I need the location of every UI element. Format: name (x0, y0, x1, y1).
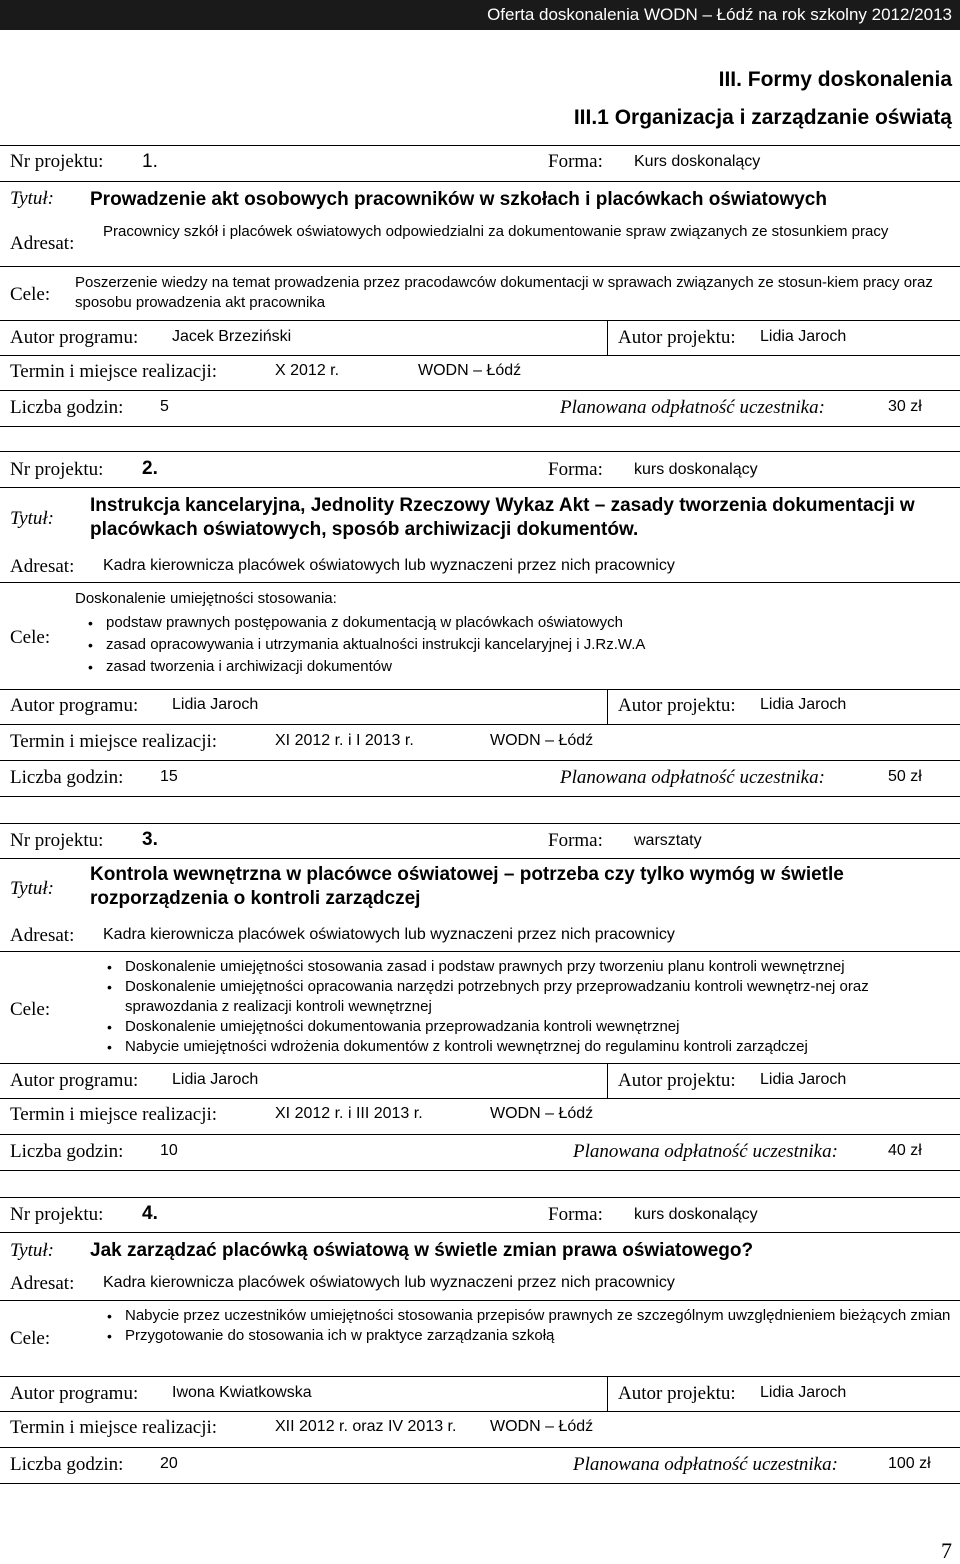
page-number: 7 (941, 1538, 952, 1563)
project-title: Prowadzenie akt osobowych pracowników w szkołach i placówkach oświatowych (90, 189, 827, 210)
header-text: Oferta doskonalenia WODN – Łódź na rok szkolny 2012/2013 (487, 5, 952, 24)
forma-value: Kurs doskonalący (634, 153, 761, 170)
cele-item: • Przygotowanie do stosowania ich w praktyce zarządzania szkołą (125, 1326, 955, 1346)
odplatnosc-label: Planowana odpłatność uczestnika: (573, 1454, 838, 1475)
adresat-value: Kadra kierownicza placówek oświatowych lub wyznaczeni przez nich pracownicy (103, 557, 675, 574)
autor-projektu-label: Autor projektu: (618, 327, 736, 348)
autor-programu-label: Autor programu: (10, 695, 139, 716)
termin-value: X 2012 r. (275, 362, 340, 379)
autor-projektu-value: Lidia Jaroch (760, 696, 847, 713)
project-number: 3. (142, 829, 158, 850)
termin-value: XI 2012 r. i III 2013 r. (275, 1105, 423, 1122)
liczba-value: 5 (160, 398, 169, 415)
cele-list (107, 957, 955, 1057)
liczba-label: Liczba godzin: (10, 397, 124, 418)
section-subtitle: III.1 Organizacja i zarządzanie oświatą (573, 106, 952, 129)
odplatnosc-value: 50 zł (888, 768, 922, 785)
miejsce-value: WODN – Łódź (490, 732, 594, 749)
miejsce-value: WODN – Łódź (490, 1418, 594, 1435)
adresat-label: Adresat: (10, 556, 75, 577)
tytul-label: Tytuł: (10, 508, 54, 529)
autor-programu-value: Iwona Kwiatkowska (172, 1384, 312, 1401)
autor-programu-value: Jacek Brzeziński (172, 328, 292, 345)
autor-programu-label: Autor programu: (10, 1070, 139, 1091)
termin-label: Termin i miejsce realizacji: (10, 1104, 218, 1125)
nr-label: Nr projektu: (10, 830, 104, 851)
forma-value: warsztaty (634, 832, 702, 849)
tytul-label: Tytuł: (10, 1240, 54, 1261)
odplatnosc-label: Planowana odpłatność uczestnika: (560, 397, 825, 418)
liczba-label: Liczba godzin: (10, 767, 124, 788)
nr-label: Nr projektu: (10, 1204, 104, 1225)
forma-label: Forma: (548, 1204, 603, 1225)
cele-label: Cele: (10, 999, 51, 1020)
adresat-label: Adresat: (10, 233, 75, 254)
adresat-label: Adresat: (10, 1273, 75, 1294)
adresat-value: Kadra kierownicza placówek oświatowych lub wyznaczeni przez nich pracownicy (103, 1274, 675, 1291)
autor-projektu-value: Lidia Jaroch (760, 1071, 847, 1088)
forma-label: Forma: (548, 151, 603, 172)
autor-programu-value: Lidia Jaroch (172, 1071, 259, 1088)
project-number: 1. (142, 151, 158, 172)
autor-projektu-label: Autor projektu: (618, 1070, 736, 1091)
miejsce-value: WODN – Łódź (490, 1105, 594, 1122)
cele-item: • Nabycie umiejętności wdrożenia dokumentów z kontroli wewnętrznej do regulaminu kontroli zarządczej (125, 1037, 955, 1057)
liczba-label: Liczba godzin: (10, 1454, 124, 1475)
project-number: 2. (142, 458, 158, 479)
miejsce-value: WODN – Łódź (418, 362, 522, 379)
odplatnosc-value: 100 zł (888, 1455, 931, 1472)
project-title: Instrukcja kancelaryjna, Jednolity Rzeczowy Wykaz Akt – zasady tworzenia dokumentacji w placówkach oświatowych, sposób archiwizacji dokumentów. (90, 495, 915, 540)
liczba-value: 10 (160, 1142, 178, 1159)
tytul-label: Tytuł: (10, 188, 54, 209)
page-header (0, 0, 960, 30)
termin-label: Termin i miejsce realizacji: (10, 361, 218, 382)
tytul-label: Tytuł: (10, 878, 54, 899)
autor-projektu-label: Autor projektu: (618, 695, 736, 716)
cele-list (107, 1306, 955, 1346)
cele-item: • zasad opracowywania i utrzymania aktualności instrukcji kancelaryjnej i J.Rz.W.A (106, 634, 645, 656)
autor-projektu-value: Lidia Jaroch (760, 328, 847, 345)
odplatnosc-value: 40 zł (888, 1142, 922, 1159)
cele-item: • Nabycie przez uczestników umiejętności stosowania przepisów prawnych ze szczególnym uwzględnieniem bieżących zmian (125, 1306, 955, 1326)
forma-value: kurs doskonalący (634, 461, 758, 478)
adresat-label: Adresat: (10, 925, 75, 946)
cele-label: Cele: (10, 627, 51, 648)
termin-value: XII 2012 r. oraz IV 2013 r. (275, 1418, 457, 1435)
cele-intro: Doskonalenie umiejętności stosowania: (75, 590, 337, 607)
forma-label: Forma: (548, 830, 603, 851)
cele-item: • Doskonalenie umiejętności dokumentowania przeprowadzania kontroli wewnętrznej (125, 1017, 955, 1037)
cele-item: • zasad tworzenia i archiwizacji dokumentów (106, 656, 645, 678)
autor-projektu-value: Lidia Jaroch (760, 1384, 847, 1401)
project-title: Jak zarządzać placówką oświatową w świetle zmian prawa oświatowego? (90, 1240, 754, 1261)
termin-value: XI 2012 r. i I 2013 r. (275, 732, 414, 749)
odplatnosc-label: Planowana odpłatność uczestnika: (560, 767, 825, 788)
section-title: III. Formy doskonalenia (718, 68, 952, 91)
autor-programu-label: Autor programu: (10, 1383, 139, 1404)
cele-label: Cele: (10, 1328, 51, 1349)
liczba-label: Liczba godzin: (10, 1141, 124, 1162)
cele-item: • Doskonalenie umiejętności stosowania zasad i podstaw prawnych przy tworzeniu planu kontroli wewnętrznej (125, 957, 955, 977)
adresat-value: Pracownicy szkół i placówek oświatowych odpowiedzialni za dokumentowanie spraw związanych ze stosunkiem pracy (103, 223, 889, 240)
cele-item: • Doskonalenie umiejętności opracowania narzędzi potrzebnych przy przeprowadzaniu kontroli wewnętrz-nej oraz sprawozdania z realizacji kontroli wewnętrznej (125, 977, 955, 1017)
project-number: 4. (142, 1203, 158, 1224)
autor-projektu-label: Autor projektu: (618, 1383, 736, 1404)
forma-label: Forma: (548, 459, 603, 480)
liczba-value: 20 (160, 1455, 178, 1472)
odplatnosc-value: 30 zł (888, 398, 922, 415)
autor-programu-value: Lidia Jaroch (172, 696, 259, 713)
nr-label: Nr projektu: (10, 151, 104, 172)
forma-value: kurs doskonalący (634, 1206, 758, 1223)
cele-list (88, 612, 645, 678)
cele-label: Cele: (10, 284, 51, 305)
termin-label: Termin i miejsce realizacji: (10, 731, 218, 752)
project-title: Kontrola wewnętrzna w placówce oświatowej – potrzeba czy tylko wymóg w świetle rozporządzenia o kontroli zarządczej (90, 864, 844, 909)
cele-item: • podstaw prawnych postępowania z dokumentacją w placówkach oświatowych (106, 612, 645, 634)
liczba-value: 15 (160, 768, 178, 785)
termin-label: Termin i miejsce realizacji: (10, 1417, 218, 1438)
odplatnosc-label: Planowana odpłatność uczestnika: (573, 1141, 838, 1162)
autor-programu-label: Autor programu: (10, 327, 139, 348)
cele-text: Poszerzenie wiedzy na temat prowadzenia przez pracodawców dokumentacji w sprawach związanych ze stosun-kiem pracy oraz sposobu prowadzenia akt pracownika (75, 274, 933, 311)
adresat-value: Kadra kierownicza placówek oświatowych lub wyznaczeni przez nich pracownicy (103, 926, 675, 943)
nr-label: Nr projektu: (10, 459, 104, 480)
